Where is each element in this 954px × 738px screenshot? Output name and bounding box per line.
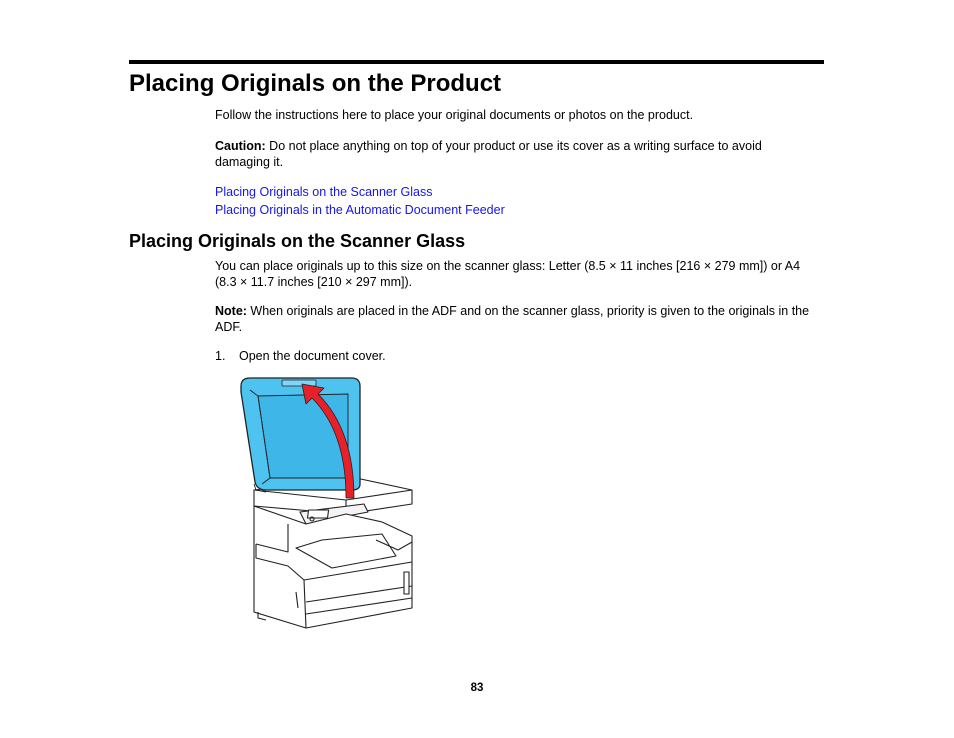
link-scanner-glass[interactable]: Placing Originals on the Scanner Glass xyxy=(215,185,433,199)
section-title: Placing Originals on the Scanner Glass xyxy=(129,231,466,251)
caution-text: Do not place anything on top of your product or use its cover as a writing surface to avoid damaging it. xyxy=(215,139,762,169)
step-number: 1. xyxy=(215,349,226,363)
link-adf[interactable]: Placing Originals in the Automatic Document Feeder xyxy=(215,203,505,217)
caution-paragraph xyxy=(215,138,820,170)
title-rule xyxy=(129,60,824,64)
caution-label: Caution: xyxy=(215,139,266,153)
note-label: Note: xyxy=(215,304,247,318)
note-text: When originals are placed in the ADF and on the scanner glass, priority is given to the originals in the ADF. xyxy=(215,304,810,334)
step-text: Open the document cover. xyxy=(239,349,386,363)
page-title: Placing Originals on the Product xyxy=(129,70,502,97)
page-number: 83 xyxy=(470,682,484,694)
note-paragraph xyxy=(215,303,820,335)
size-paragraph: You can place originals up to this size on the scanner glass: Letter (8.5 × 11 inches [216 × 279 mm]) or A4 (8.3 × 11.7 inches [210 × 297 mm]). xyxy=(215,259,801,289)
printer-body xyxy=(254,478,412,628)
intro-paragraph: Follow the instructions here to place your original documents or photos on the product. xyxy=(215,108,694,122)
printer-open-cover-illustration xyxy=(236,372,418,632)
